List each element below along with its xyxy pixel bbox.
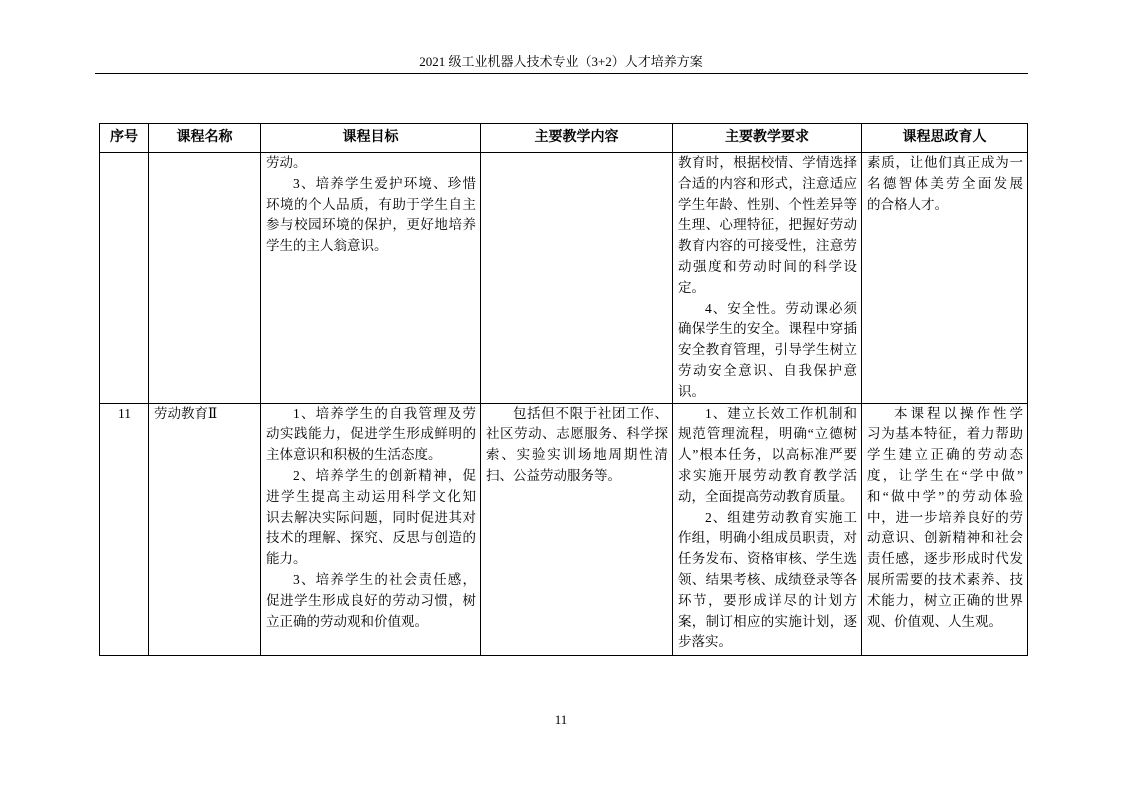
text-line: 人”根本任务，以高标准严要 bbox=[678, 447, 857, 463]
cell-paragraph bbox=[678, 153, 857, 299]
text-line: 2、培养学生的创新精神，促 bbox=[293, 467, 476, 483]
cell-course-name bbox=[149, 153, 261, 404]
page-header-title: 2021 级工业机器人技术专业（3+2）人才培养方案 bbox=[419, 54, 703, 69]
cell-ideological-education bbox=[862, 403, 1028, 655]
text-line: 合适的内容和形式，注意适应 bbox=[678, 175, 857, 191]
text-line: 环境的个人品质，有助于学生自主 bbox=[266, 196, 476, 212]
cell-paragraph bbox=[867, 153, 1023, 215]
text-line: 展所需要的技术素养、技 bbox=[867, 571, 1023, 587]
text-line: 动实践能力，促进学生形成鲜明的 bbox=[266, 426, 476, 442]
text-line: 的合格人才。 bbox=[867, 196, 948, 212]
header-divider bbox=[95, 73, 1028, 74]
text-line: 学生建立正确的劳动态 bbox=[867, 447, 1023, 463]
column-header-seq: 序号 bbox=[100, 124, 149, 153]
cell-paragraph bbox=[266, 174, 476, 257]
text-line: 确保学生的安全。课程中穿插 bbox=[678, 321, 857, 337]
cell-course-objectives bbox=[261, 153, 481, 404]
text-line: 1、建立长效工作机制和 bbox=[705, 405, 857, 421]
text-line: 社区劳动、志愿服务、科学探 bbox=[486, 426, 668, 442]
text-line: 环节，要形成详尽的计划方 bbox=[678, 592, 857, 608]
text-line: 生理、心理特征，把握好劳动 bbox=[678, 217, 857, 233]
text-line: 扫、公益劳动服务等。 bbox=[486, 467, 621, 483]
text-line: 教育时，根据校情、学情选择 bbox=[678, 155, 857, 170]
text-line: 中，进一步培养良好的劳 bbox=[867, 509, 1023, 525]
text-line: 劳动。 bbox=[266, 155, 307, 170]
cell-paragraph bbox=[266, 404, 476, 466]
cell-course-objectives bbox=[261, 403, 481, 655]
text-line: 名德智体美劳全面发展 bbox=[867, 175, 1023, 191]
cell-paragraph bbox=[678, 508, 857, 654]
text-line: 任务发布、资格审核、学生选 bbox=[678, 551, 857, 567]
text-line: 领、结果考核、成绩登录等各 bbox=[678, 571, 857, 587]
text-line: 4、安全性。劳动课必须 bbox=[705, 300, 857, 316]
text-line: 素质，让他们真正成为一 bbox=[867, 155, 1023, 170]
text-line: 习为基本特征，着力帮助 bbox=[867, 426, 1023, 442]
text-line: 技术的理解、探究、反思与创造的 bbox=[266, 530, 476, 546]
cell-paragraph bbox=[486, 404, 668, 487]
text-line: 参与校园环境的保护，更好地培养 bbox=[266, 217, 476, 233]
text-line: 索、实验实训场地周期性清 bbox=[486, 447, 668, 463]
text-line: 3、培养学生爱护环境、珍惜 bbox=[293, 175, 476, 191]
text-line: 观、价值观、人生观。 bbox=[867, 613, 1002, 629]
text-line: 包括但不限于社团工作、 bbox=[513, 405, 668, 421]
cell-main-requirements bbox=[673, 153, 862, 404]
cell-paragraph bbox=[266, 153, 476, 174]
text-line: 规范管理流程，明确“立德树 bbox=[678, 426, 857, 442]
text-line: 案，制订相应的实施计划，逐 bbox=[678, 613, 857, 629]
text-line: 立正确的劳动观和价值观。 bbox=[266, 613, 428, 629]
page-number: 11 bbox=[554, 712, 568, 727]
text-line: 能力。 bbox=[266, 551, 307, 567]
text-line: 责任感，逐步形成时代发 bbox=[867, 551, 1023, 567]
text-line: 进学生提高主动运用科学文化知 bbox=[266, 488, 476, 504]
text-line: 学生年龄、性别、个性差异等 bbox=[678, 196, 857, 212]
text-line: 促进学生形成良好的劳动习惯，树 bbox=[266, 592, 476, 608]
cell-main-content bbox=[481, 403, 673, 655]
text-line: 动，全面提高劳动教育质量。 bbox=[678, 488, 854, 504]
table-row bbox=[100, 403, 1028, 655]
column-header-ideological-education: 课程思政育人 bbox=[862, 124, 1028, 153]
text-line: 2、组建劳动教育实施工 bbox=[705, 509, 857, 525]
curriculum-table bbox=[99, 123, 1028, 656]
cell-paragraph bbox=[678, 404, 857, 508]
table-header-row bbox=[100, 124, 1028, 153]
text-line: 识。 bbox=[678, 383, 705, 399]
column-header-main-requirements: 主要教学要求 bbox=[673, 124, 862, 153]
text-line: 教育内容的可接受性，注意劳 bbox=[678, 238, 857, 254]
text-line: 1、培养学生的自我管理及劳 bbox=[293, 405, 476, 421]
text-line: 动强度和劳动时间的科学设 bbox=[678, 258, 857, 274]
text-line: 定。 bbox=[678, 279, 705, 295]
text-line: 作组，明确小组成员职责，对 bbox=[678, 530, 857, 546]
text-line: 识去解决实际问题，同时促进其对 bbox=[266, 509, 476, 525]
cell-main-content bbox=[481, 153, 673, 404]
cell-ideological-education bbox=[862, 153, 1028, 404]
text-line: 求实施开展劳动教育教学活 bbox=[678, 467, 857, 483]
text-line: 主体意识和积极的生活态度。 bbox=[266, 447, 442, 463]
text-line: 学生的主人翁意识。 bbox=[266, 238, 388, 254]
text-line: 3、培养学生的社会责任感， bbox=[293, 571, 476, 587]
column-header-course-objectives: 课程目标 bbox=[261, 124, 481, 153]
text-line: 动意识、创新精神和社会 bbox=[867, 530, 1023, 546]
text-line: 术能力，树立正确的世界 bbox=[867, 592, 1023, 608]
text-line: 步落实。 bbox=[678, 634, 732, 650]
cell-paragraph bbox=[678, 299, 857, 403]
text-line: 本课程以操作性学 bbox=[894, 405, 1023, 421]
text-line: 度，让学生在“学中做” bbox=[867, 467, 1023, 483]
cell-paragraph bbox=[266, 466, 476, 570]
cell-course-name: 劳动教育Ⅱ bbox=[149, 403, 261, 655]
cell-main-requirements bbox=[673, 403, 862, 655]
text-line: 安全教育管理，引导学生树立 bbox=[678, 342, 857, 358]
text-line: 劳动安全意识、自我保护意 bbox=[678, 362, 857, 378]
table-row bbox=[100, 153, 1028, 404]
cell-seq bbox=[100, 153, 149, 404]
cell-seq: 11 bbox=[100, 403, 149, 655]
column-header-course-name: 课程名称 bbox=[149, 124, 261, 153]
cell-paragraph bbox=[266, 570, 476, 632]
cell-paragraph bbox=[867, 404, 1023, 633]
text-line: 和“做中学”的劳动体验 bbox=[867, 488, 1023, 504]
column-header-main-content: 主要教学内容 bbox=[481, 124, 673, 153]
